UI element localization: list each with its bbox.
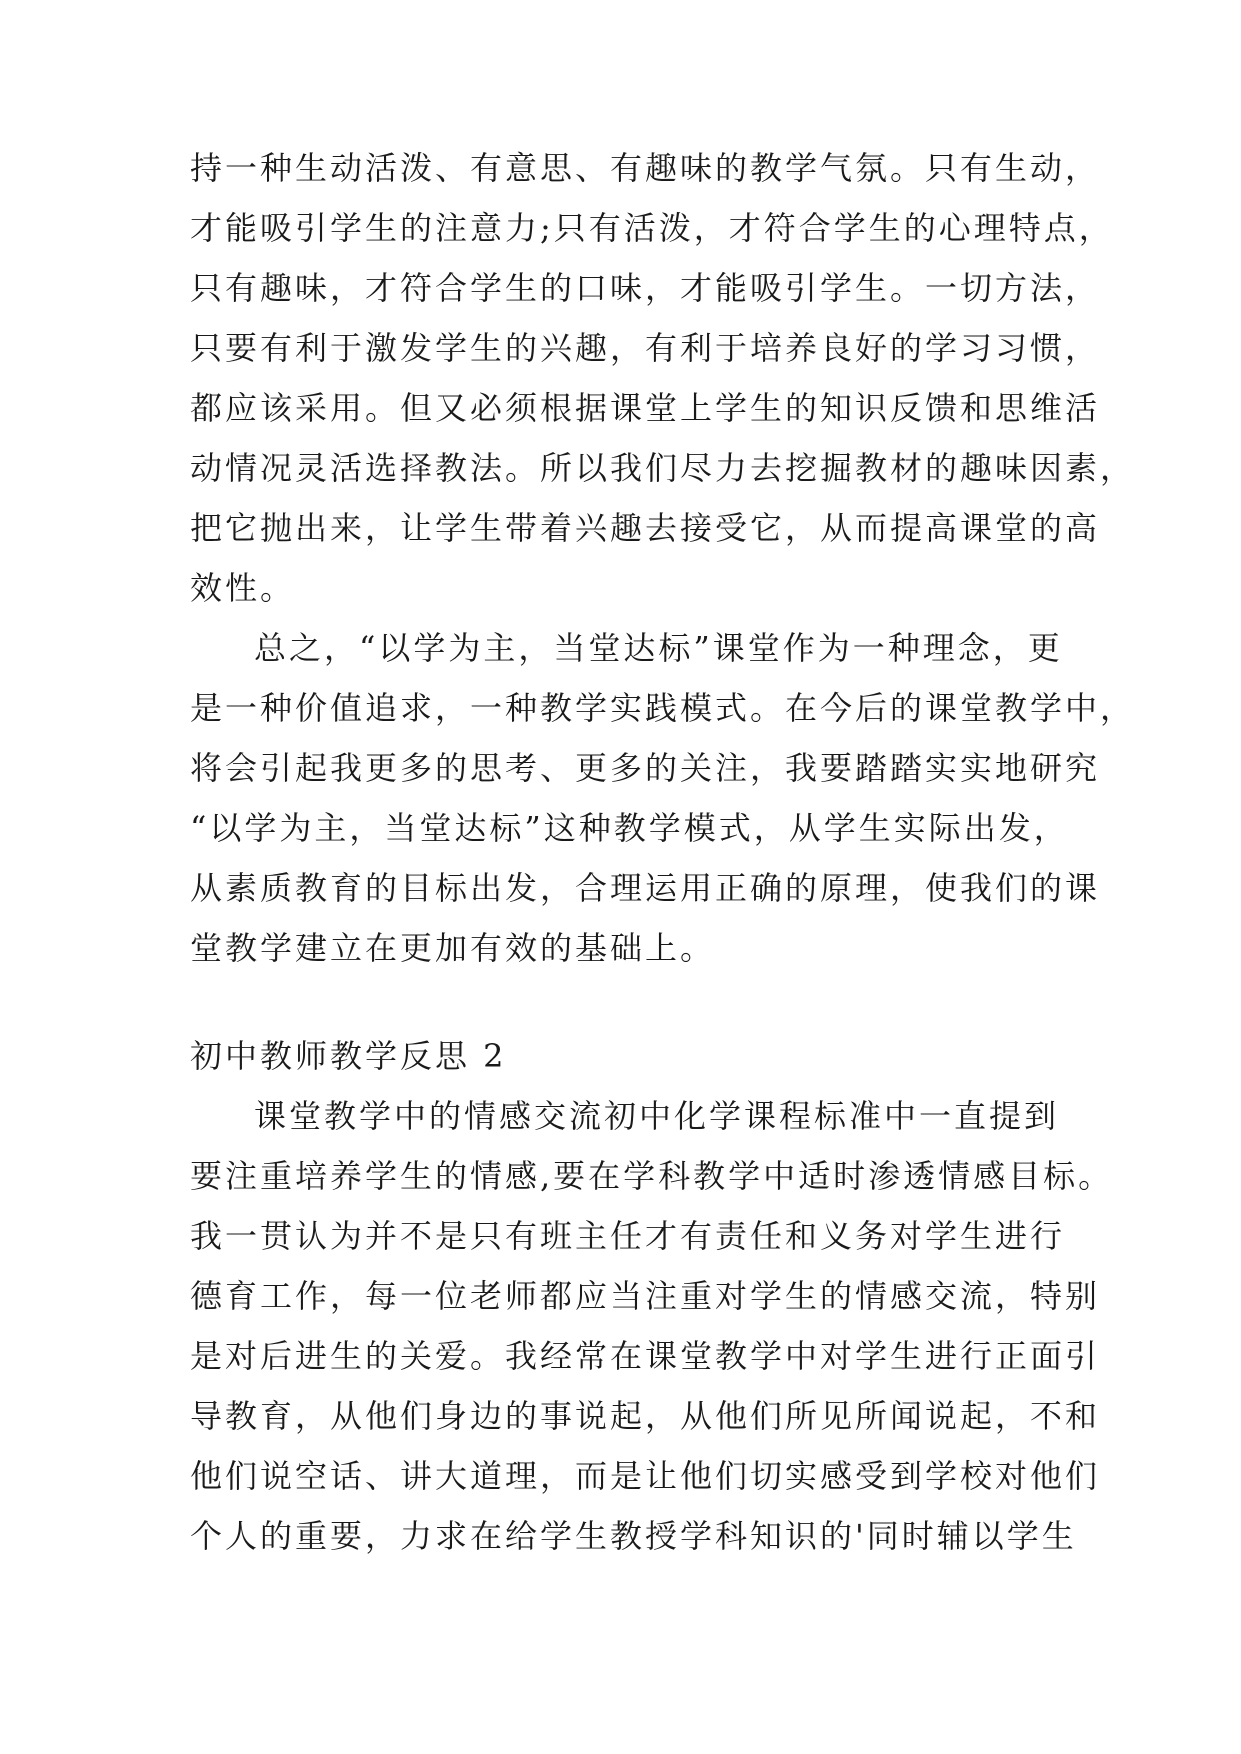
paragraph-2-line: 总之，“以学为主，当堂达标”课堂作为一种理念，更 bbox=[254, 629, 1063, 667]
paragraph-1-line: 动情况灵活选择教法。所以我们尽力去挖掘教材的趣味因素， bbox=[190, 449, 1136, 487]
paragraph-2-line: 堂教学建立在更加有效的基础上。 bbox=[190, 929, 716, 967]
section-title: 初中教师教学反思 2 bbox=[190, 1037, 507, 1075]
paragraph-3-line: 个人的重要，力求在给学生教授学科知识的'同时辅以学生 bbox=[190, 1517, 1077, 1555]
paragraph-2-line: “以学为主，当堂达标”这种教学模式，从学生实际出发， bbox=[190, 809, 1069, 847]
paragraph-1-line: 才能吸引学生的注意力;只有活泼，才符合学生的心理特点， bbox=[190, 209, 1114, 247]
paragraph-1-line: 持一种生动活泼、有意思、有趣味的教学气氛。只有生动， bbox=[190, 149, 1101, 187]
paragraph-1-line: 只要有利于激发学生的兴趣，有利于培养良好的学习习惯， bbox=[190, 329, 1101, 367]
paragraph-3-line: 是对后进生的关爱。我经常在课堂教学中对学生进行正面引 bbox=[190, 1337, 1101, 1375]
paragraph-3-line: 他们说空话、讲大道理，而是让他们切实感受到学校对他们 bbox=[190, 1457, 1101, 1495]
paragraph-1-line: 只有趣味，才符合学生的口味，才能吸引学生。一切方法， bbox=[190, 269, 1101, 307]
paragraph-2-line: 是一种价值追求，一种教学实践模式。在今后的课堂教学中， bbox=[190, 689, 1136, 727]
paragraph-2-line: 从素质教育的目标出发，合理运用正确的原理，使我们的课 bbox=[190, 869, 1101, 907]
paragraph-3-line: 我一贯认为并不是只有班主任才有责任和义务对学生进行 bbox=[190, 1217, 1066, 1255]
paragraph-3-line: 课堂教学中的情感交流初中化学课程标准中一直提到 bbox=[254, 1097, 1060, 1135]
paragraph-3-line: 德育工作，每一位老师都应当注重对学生的情感交流，特别 bbox=[190, 1277, 1101, 1315]
paragraph-2-line: 将会引起我更多的思考、更多的关注，我要踏踏实实地研究 bbox=[190, 749, 1101, 787]
paragraph-3-line: 要注重培养学生的情感,要在学科教学中适时渗透情感目标。 bbox=[190, 1157, 1114, 1195]
paragraph-1-line: 把它抛出来，让学生带着兴趣去接受它，从而提高课堂的高 bbox=[190, 509, 1101, 547]
paragraph-1-line: 都应该采用。但又必须根据课堂上学生的知识反馈和思维活 bbox=[190, 389, 1101, 427]
paragraph-1-line: 效性。 bbox=[190, 569, 296, 607]
paragraph-3-line: 导教育，从他们身边的事说起，从他们所见所闻说起，不和 bbox=[190, 1397, 1101, 1435]
